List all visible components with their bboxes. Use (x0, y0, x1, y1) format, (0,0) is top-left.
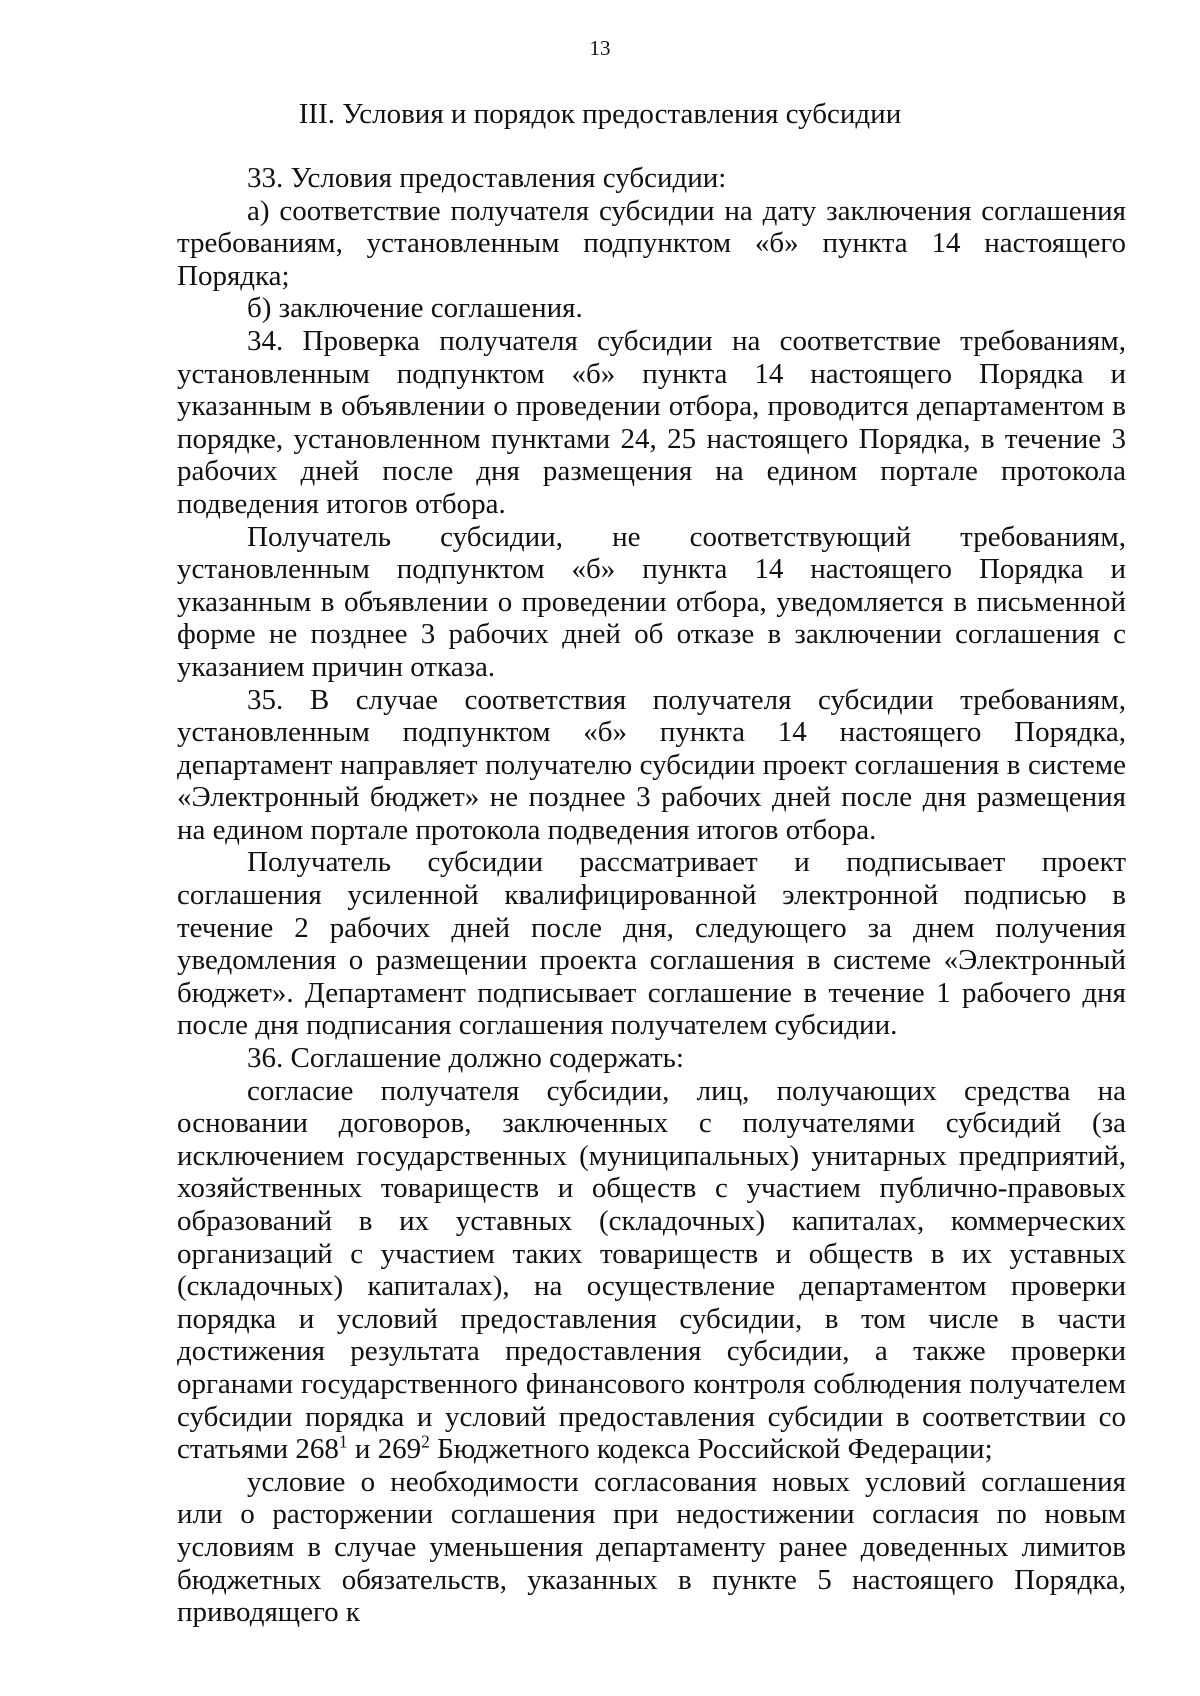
paragraph-36: 36. Соглашение должно содержать: (247, 1042, 684, 1075)
paragraph-34-recipient: Получатель субсидии, не соответствующий требованиям, установленным подпунктом «б» пункта 14 настоящего Порядка и указанным в объявлении о проведении отбора, уведомляется в письменной форме не позднее 3 рабочих дней об отказе в заключении соглашения с указанием причин отказа. (177, 520, 1126, 683)
conjunction: и (347, 1433, 378, 1466)
paragraph-33b: б) заключение соглашения. (247, 292, 583, 325)
paragraph-33a: а) соответствие получателя субсидии на дату заключения соглашения требованиям, установленным подпунктом «б» пункта 14 настоящего Порядка; (177, 194, 1126, 292)
consent-text: согласие получателя субсидии, лиц, получающих средства на основании договоров, заключенных с получателями субсидий (за исключением государственных (муниципальных) унитарных предприятий, хозяйственных товариществ и обществ с участием публично-правовых образований в их уставных (складочных) капиталах, коммерческих организаций с участием таких товариществ и обществ в их уставных (складочных) капиталах), на осуществление департаментом проверки порядка и условий предоставления субсидии, в том числе в части достижения результата предоставления субсидии, а также проверки органами государственного финансового контроля соблюдения получателем субсидии порядка и условий предоставления субсидии в соответствии со статьями (177, 1074, 1126, 1466)
article-ref-1: 268 (295, 1433, 339, 1466)
paragraph-36-condition: условие о необходимости согласования новых условий соглашения или о расторжении соглашения при недостижении согласия по новым условиям в случае уменьшения департаменту ранее доведенных лимитов бюджетных обязательств, указанных в пункте 5 настоящего Порядка, приводящего к (177, 1465, 1126, 1629)
paragraph-36-consent (177, 1075, 1126, 1466)
document-body (177, 162, 1126, 1629)
paragraph-35-signing: Получатель субсидии рассматривает и подписывает проект соглашения усиленной квалифицированной электронной подписью в течение 2 рабочих дней после дня, следующего за днем получения уведомления о размещении проекта соглашения в системе «Электронный бюджет». Департамент подписывает соглашение в течение 1 рабочего дня после дня подписания соглашения получателем субсидии. (177, 846, 1126, 1042)
section-title: III. Условия и порядок предоставления субсидии (298, 98, 902, 130)
article-ref-2: 269 (377, 1433, 422, 1466)
paragraph-35: 35. В случае соответствия получателя субсидии требованиям, установленным подпунктом «б» пункта 14 настоящего Порядка, департамент направляет получателю субсидии проект соглашения в системе «Электронный бюджет» не позднее 3 рабочих дней после дня размещения на едином портале протокола подведения итогов отбора. (177, 683, 1126, 846)
page-number: 13 (589, 36, 611, 60)
article-ref-2-sup: 2 (421, 1431, 430, 1452)
paragraph-33: 33. Условия предоставления субсидии: (247, 162, 727, 194)
paragraph-34: 34. Проверка получателя субсидии на соответствие требованиям, установленным подпунктом «б» пункта 14 настоящего Порядка и указанным в объявлении о проведении отбора, проводится департаментом в порядке, установленном пунктами 24, 25 настоящего Порядка, в течение 3 рабочих дней после дня размещения на едином портале протокола подведения итогов отбора. (177, 324, 1126, 520)
article-ref-1-sup: 1 (338, 1431, 348, 1452)
consent-text-end: Бюджетного кодекса Российской Федерации; (429, 1433, 993, 1466)
